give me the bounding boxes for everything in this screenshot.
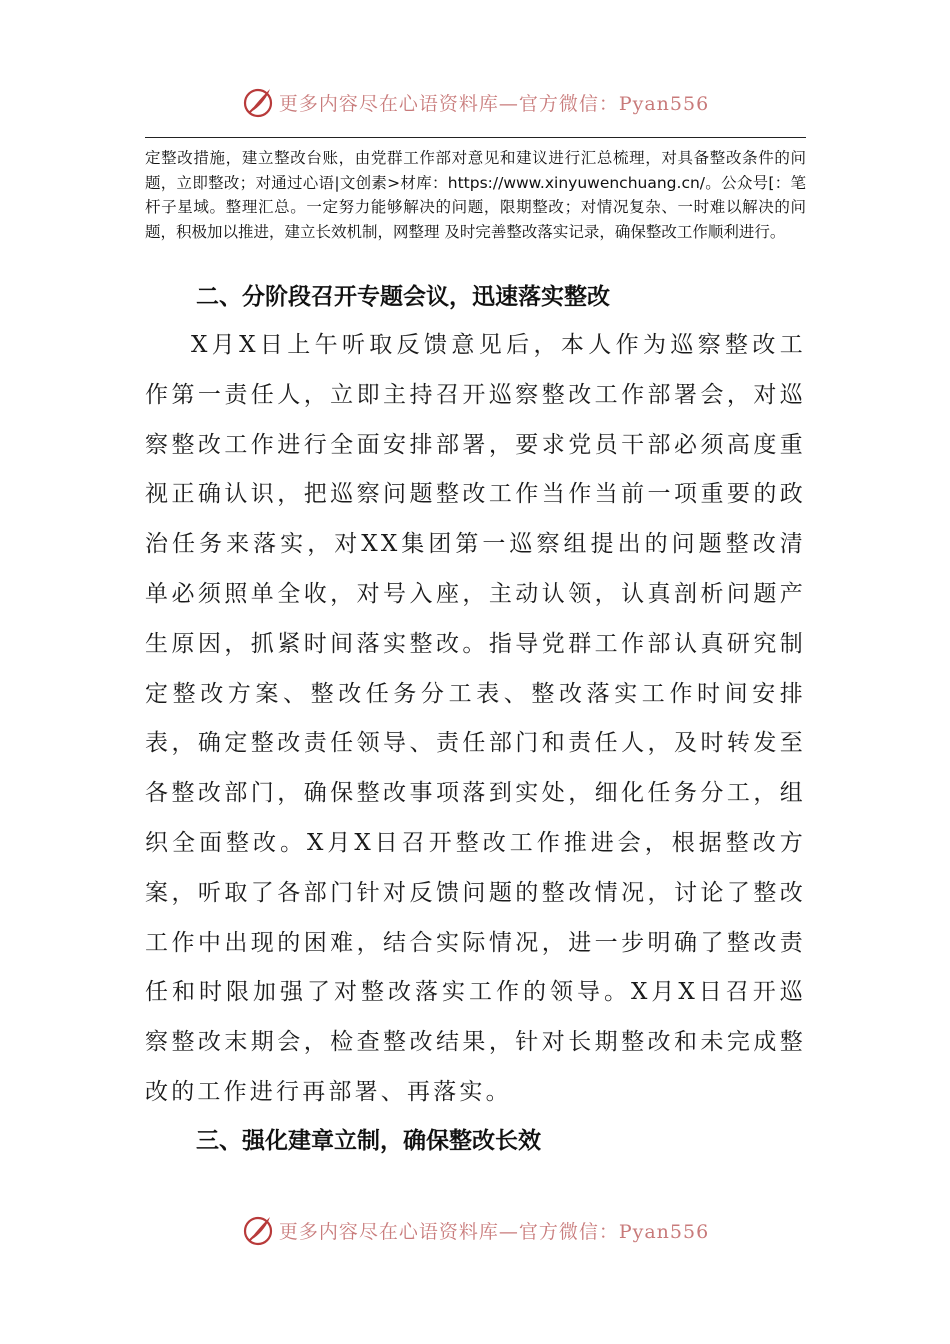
watermark-text: 更多内容尽在心语资料库—官方微信：Pyan556 — [278, 1220, 710, 1243]
quill-pen-icon — [241, 1213, 275, 1247]
section-two-heading: 二、分阶段召开专题会议，迅速落实整改 — [196, 284, 610, 310]
watermark-banner-top — [0, 82, 950, 122]
header-divider — [145, 137, 806, 138]
section-two-body: X月X日上午听取反馈意见后，本人作为巡察整改工作第一责任人，立即主持召开巡察整改工作部署会，对巡察整改工作进行全面安排部署，要求党员干部必须高度重视正确认识，把巡察问题整改工作当作当前一项重要的政治任务来落实，对XX集团第一巡察组提出的问题整改清单必须照单全收，对号入座，主动认领，认真剖析问题产生原因，抓紧时间落实整改。指导党群工作部认真研究制定整改方案、整改任务分工表、整改落实工作时间安排表，确定整改责任领导、责任部门和责任人，及时转发至各整改部门，确保整改事项落到实处，细化任务分工，组织全面整改。X月X日召开整改工作推进会，根据整改方案，听取了各部门针对反馈问题的整改情况，讨论了整改工作中出现的困难，结合实际情况，进一步明确了整改责任和时限加强了对整改落实工作的领导。X月X日召开巡察整改末期会，检查整改结果，针对长期整改和未完成整改的工作进行再部署、再落实。 — [145, 332, 806, 1105]
quill-pen-icon — [241, 85, 275, 119]
watermark-text: 更多内容尽在心语资料库—官方微信：Pyan556 — [278, 92, 710, 115]
watermark-banner-bottom — [0, 1210, 950, 1250]
section-three-heading: 三、强化建章立制，确保整改长效 — [196, 1128, 541, 1154]
intro-paragraph: 定整改措施，建立整改台账，由党群工作部对意见和建议进行汇总梳理，对具备整改条件的问题，立即整改；对通过心语|文创素>材库：https://www.xinyuwenchuang.cn/。公众号[：笔杆子星域。整理汇总。一定努力能够解决的问题，限期整改；对情况复杂、一时难以解决的问题，积极加以推进，建立长效机制，网整理 及时完善整改落实记录，确保整改工作顺利进行。 — [145, 149, 806, 241]
